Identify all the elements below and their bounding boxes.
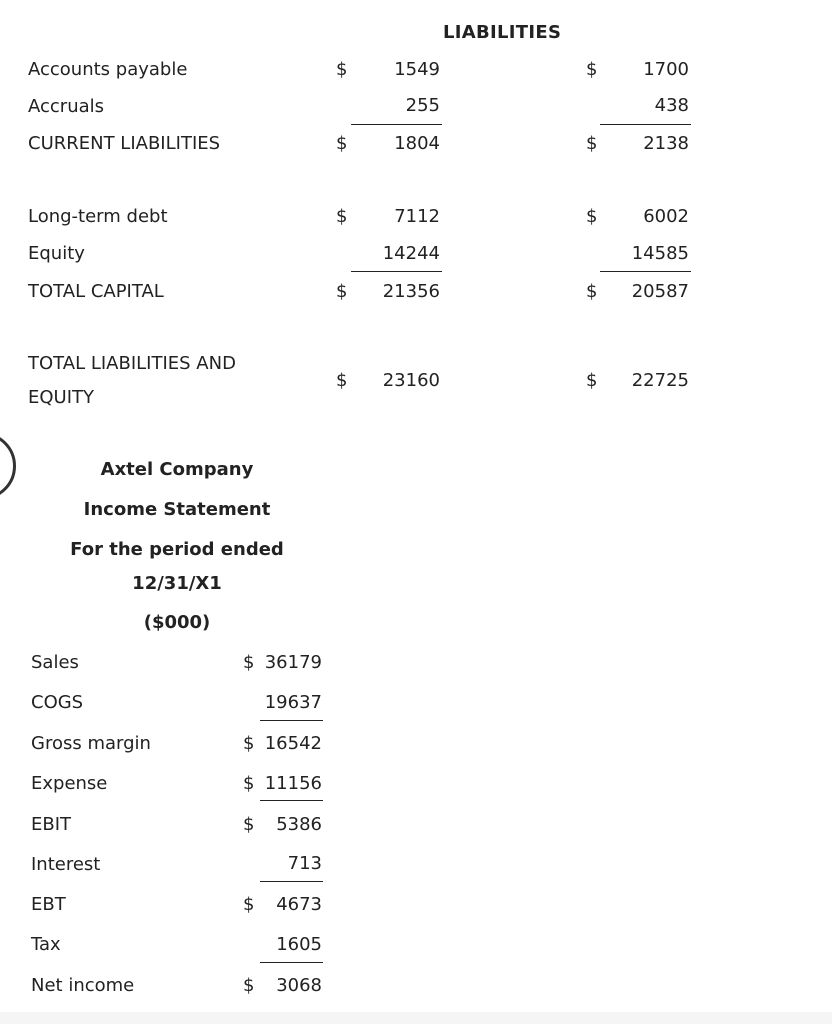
subtotal-rule xyxy=(260,962,323,963)
is-value-tax: 1605 xyxy=(276,934,322,955)
value-year2: 6002 xyxy=(643,206,689,227)
dollar-sign: $ xyxy=(243,773,255,794)
period-line1: For the period ended xyxy=(70,539,284,560)
dollar-sign: $ xyxy=(336,281,348,302)
circle-outline-fragment xyxy=(0,432,16,500)
value-year2: 2138 xyxy=(643,133,689,154)
is-label-sales: Sales xyxy=(31,652,79,673)
dollar-sign: $ xyxy=(336,59,348,80)
is-value-gross-margin: 16542 xyxy=(264,733,322,754)
value-year1: 23160 xyxy=(382,370,440,391)
value-year1: 1549 xyxy=(394,59,440,80)
is-value-expense: 11156 xyxy=(264,773,322,794)
dollar-sign: $ xyxy=(243,975,255,996)
dollar-sign: $ xyxy=(586,59,598,80)
value-year1: 1804 xyxy=(394,133,440,154)
subtotal-rule xyxy=(351,124,442,125)
is-label-gross-margin: Gross margin xyxy=(31,733,151,754)
is-value-ebit: 5386 xyxy=(276,814,322,835)
is-label-ebt: EBT xyxy=(31,894,66,915)
value-year2: 438 xyxy=(654,95,689,116)
liabilities-heading: LIABILITIES xyxy=(443,22,562,43)
is-value-cogs: 19637 xyxy=(264,692,322,713)
dollar-sign: $ xyxy=(586,281,598,302)
row-label-total-liabilities-line1: TOTAL LIABILITIES AND xyxy=(28,353,236,374)
period-line2: 12/31/X1 xyxy=(132,573,222,594)
dollar-sign: $ xyxy=(243,733,255,754)
dollar-sign: $ xyxy=(336,206,348,227)
is-value-sales: 36179 xyxy=(264,652,322,673)
is-label-net-income: Net income xyxy=(31,975,135,996)
is-label-ebit: EBIT xyxy=(31,814,72,835)
dollar-sign: $ xyxy=(243,652,255,673)
is-label-interest: Interest xyxy=(31,854,101,875)
row-label-accounts-payable: Accounts payable xyxy=(28,59,188,80)
dollar-sign: $ xyxy=(586,370,598,391)
subtotal-rule xyxy=(260,720,323,721)
value-year2: 14585 xyxy=(631,243,689,264)
subtotal-rule xyxy=(260,881,323,882)
value-year2: 22725 xyxy=(631,370,689,391)
is-label-tax: Tax xyxy=(31,934,61,955)
dollar-sign: $ xyxy=(336,370,348,391)
dollar-sign: $ xyxy=(586,206,598,227)
row-label-current-liabilities: CURRENT LIABILITIES xyxy=(28,133,221,154)
units-label: ($000) xyxy=(143,612,211,633)
row-label-total-capital: TOTAL CAPITAL xyxy=(28,281,164,302)
subtotal-rule xyxy=(600,271,691,272)
row-label-equity: Equity xyxy=(28,243,85,264)
subtotal-rule xyxy=(260,800,323,801)
dollar-sign: $ xyxy=(336,133,348,154)
subtotal-rule xyxy=(351,271,442,272)
row-label-accruals: Accruals xyxy=(28,96,105,117)
dollar-sign: $ xyxy=(586,133,598,154)
dollar-sign: $ xyxy=(243,814,255,835)
dollar-sign: $ xyxy=(243,894,255,915)
cut-off-text-strip xyxy=(0,1012,832,1024)
is-label-expense: Expense xyxy=(31,773,108,794)
subtotal-rule xyxy=(600,124,691,125)
is-label-cogs: COGS xyxy=(31,692,84,713)
value-year1: 255 xyxy=(405,95,440,116)
is-value-ebt: 4673 xyxy=(276,894,322,915)
is-value-interest: 713 xyxy=(287,853,322,874)
row-label-total-liabilities-line2: EQUITY xyxy=(28,387,95,408)
statement-title: Income Statement xyxy=(83,499,271,520)
value-year1: 7112 xyxy=(394,206,440,227)
row-label-long-term-debt: Long-term debt xyxy=(28,206,168,227)
value-year2: 1700 xyxy=(643,59,689,80)
value-year1: 21356 xyxy=(382,281,440,302)
company-name: Axtel Company xyxy=(100,459,254,480)
value-year1: 14244 xyxy=(382,243,440,264)
value-year2: 20587 xyxy=(631,281,689,302)
is-value-net-income: 3068 xyxy=(276,975,322,996)
